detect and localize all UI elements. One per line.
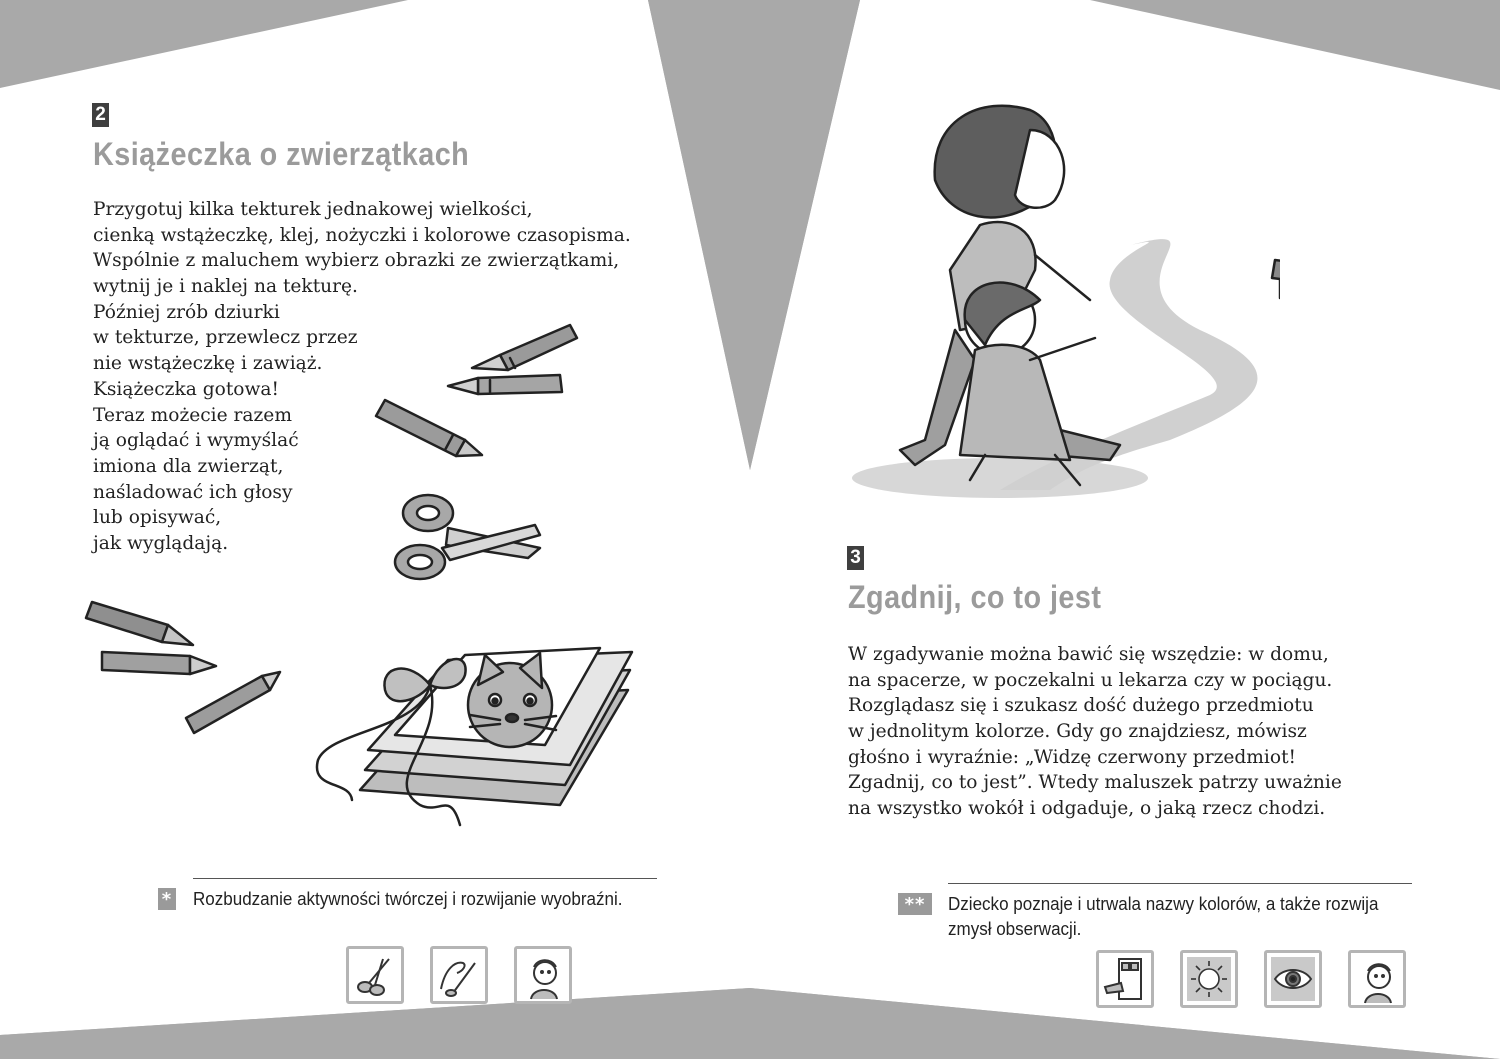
section-title: Książeczka o zwierzątkach xyxy=(93,136,470,172)
park-walk-illustration xyxy=(850,85,1280,515)
section-title: Zgadnij, co to jest xyxy=(848,579,1102,615)
text-line: jak wyglądają. xyxy=(93,532,229,554)
bench-illustration xyxy=(1272,228,1280,312)
divider-line xyxy=(948,883,1412,884)
scissors-icon xyxy=(346,946,404,1004)
text-line: w tekturze, przewlecz przez xyxy=(93,327,358,349)
crayon-icon xyxy=(376,400,482,456)
activity-description xyxy=(848,642,1342,822)
child-face-icon xyxy=(1348,950,1406,1008)
craft-illustration xyxy=(70,300,660,840)
text-line: głośno i wyraźnie: „Widzę czerwony przedmiot! xyxy=(848,746,1297,768)
crayon-icon xyxy=(472,325,577,370)
crayon-icon xyxy=(186,672,280,733)
text-line: wytnij je i naklej na tekturę. xyxy=(93,276,358,298)
text-line: cienką wstążeczkę, klej, nożyczki i kolorowe czasopisma. xyxy=(93,224,631,246)
difficulty-badge: * xyxy=(158,888,176,910)
text-line: Przygotuj kilka tekturek jednakowej wielkości, xyxy=(93,199,533,220)
paint-brush-icon xyxy=(430,946,488,1004)
text-line: nie wstążeczkę i zawiąż. xyxy=(93,353,323,375)
difficulty-badge: ** xyxy=(898,893,932,915)
developmental-note xyxy=(948,891,1378,941)
text-line: na wszystko wokół i odgaduje, o jaką rzecz chodzi. xyxy=(848,798,1326,820)
page-number: 7 xyxy=(1465,1002,1477,1024)
door-icon xyxy=(1096,950,1154,1008)
scissors-illustration xyxy=(395,495,540,579)
text-line: w jednolitym kolorze. Gdy go znajdziesz, mówisz xyxy=(848,721,1307,743)
text-line: ją oglądać i wymyślać xyxy=(93,430,299,452)
text-line: Wspólnie z maluchem wybierz obrazki ze zwierzątkami, xyxy=(93,250,620,272)
text-line: naśladować ich głosy xyxy=(93,481,293,503)
note-line: Dziecko poznaje i utrwala nazwy kolorów, a także rozwija xyxy=(948,893,1379,914)
text-line: Rozglądasz się i szukasz dość dużego przedmiotu xyxy=(848,695,1314,717)
text-line: W zgadywanie można bawić się wszędzie: w domu, xyxy=(848,644,1329,665)
developmental-note xyxy=(193,886,622,911)
text-line: na spacerze, w poczekalni u lekarza czy w pociągu. xyxy=(848,669,1333,691)
sun-icon xyxy=(1180,950,1238,1008)
crayon-icon xyxy=(102,652,216,674)
text-line: Książeczka gotowa! xyxy=(93,378,279,400)
child-face-icon xyxy=(514,946,572,1004)
text-line: Później zrób dziurki xyxy=(93,301,280,323)
crayon-icon xyxy=(448,375,562,394)
text-line: imiona dla zwierząt, xyxy=(93,455,284,477)
note-line: Rozbudzanie aktywności twórczej i rozwijanie wyobraźni. xyxy=(193,888,623,909)
divider-line xyxy=(193,878,657,879)
text-line: Teraz możecie razem xyxy=(93,404,292,426)
page-number: 6 xyxy=(27,998,39,1020)
crayon-icon xyxy=(86,602,193,645)
eye-icon xyxy=(1264,950,1322,1008)
animal-book-illustration xyxy=(317,648,632,825)
text-line: lub opisywać, xyxy=(93,507,222,529)
text-line: Zgadnij, co to jest”. Wtedy maluszek patrzy uważnie xyxy=(848,772,1342,794)
note-line: zmysł obserwacji. xyxy=(948,918,1082,939)
section-number-badge: 2 xyxy=(92,103,109,127)
section-number-badge: 3 xyxy=(847,546,864,570)
